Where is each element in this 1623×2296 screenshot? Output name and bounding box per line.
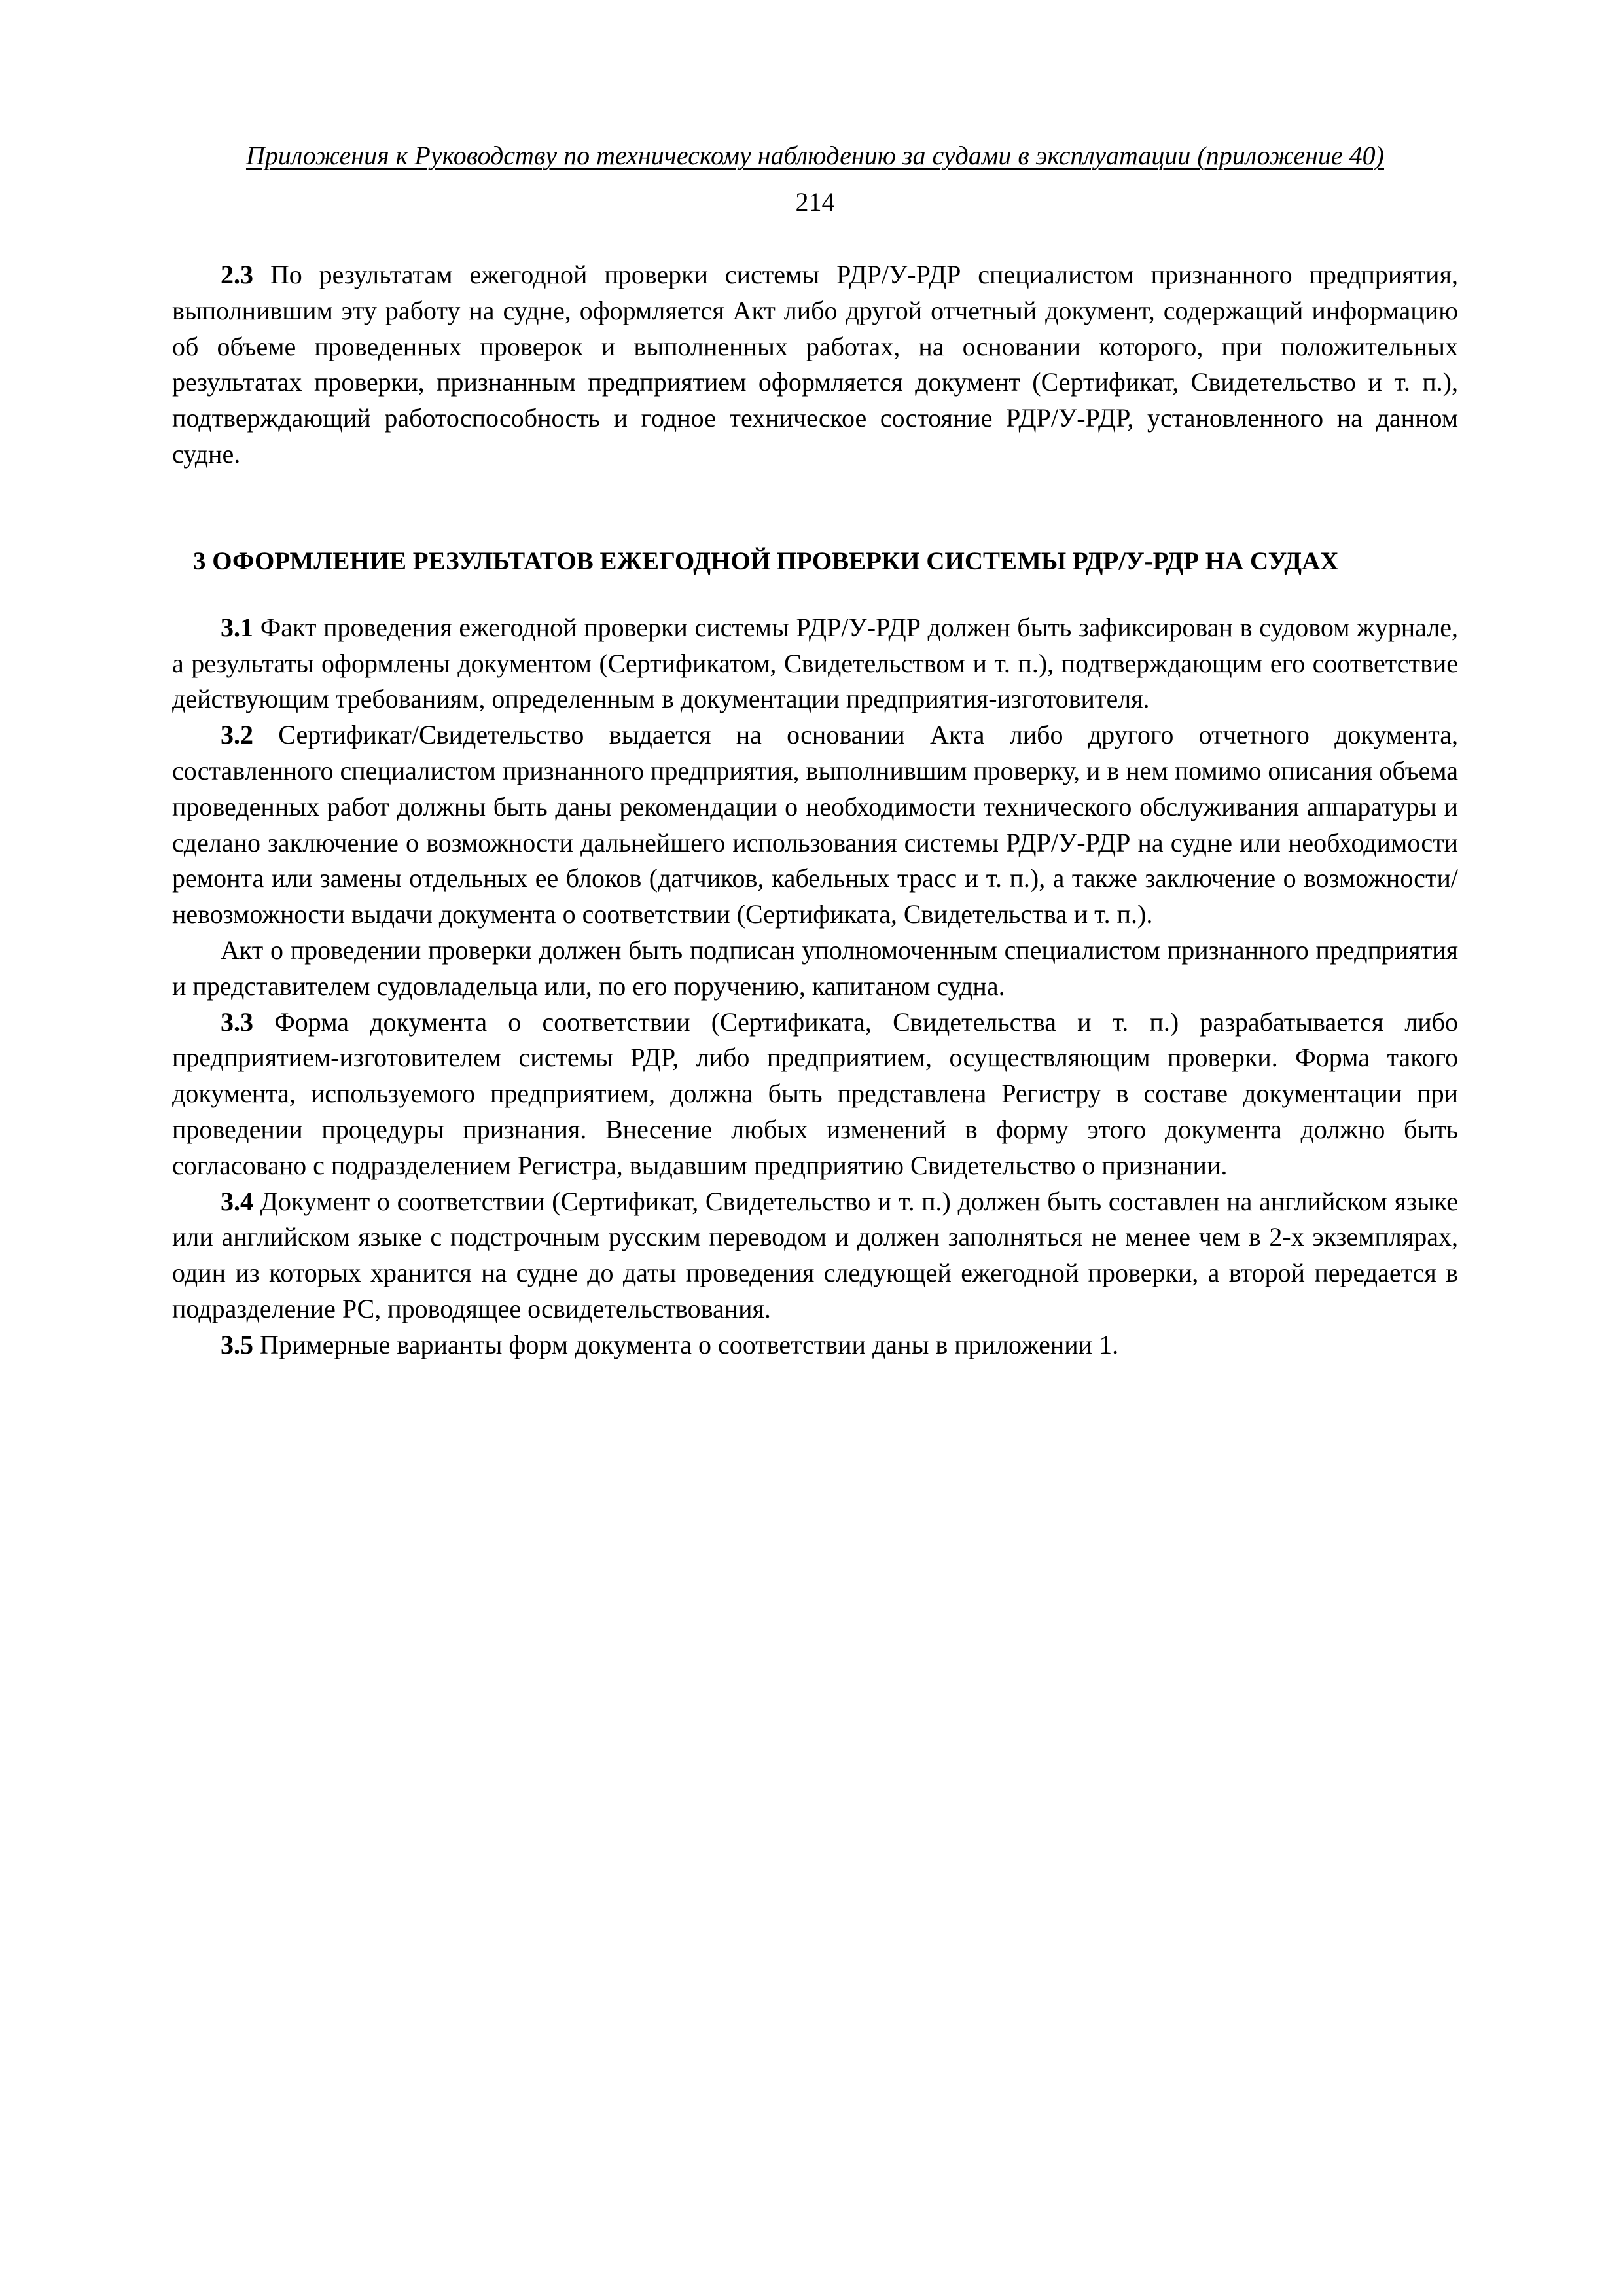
paragraph-text: Акт о проведении проверки должен быть подписан уполномоченным специалистом признанного предприятия и представителем судовладельца или, по его поручению, капитаном судна. [172, 935, 1458, 1001]
paragraph-number: 2.3 [221, 260, 253, 289]
running-header: Приложения к Руководству по техническому наблюдению за судами в эксплуатации (приложение 40) [245, 141, 1384, 170]
paragraph-3-3 [172, 1005, 1458, 1184]
paragraph-number: 3.5 [221, 1329, 253, 1359]
paragraph-3-2 [172, 717, 1458, 933]
paragraph-text: Сертификат/Свидетельство выдается на основании Акта либо другого отчетного документа, составленного специалистом признанного предприятия, выполнившим проверку, и в нем помимо описания объема проведенных работ должны быть даны рекомендации о необходимости технического обслуживания аппаратуры и сделано заключение о возможности дальнейшего использования системы РДР/У-РДР на судне или необходимости ремонта или замены отдельных ее блоков (датчиков, кабельных трасс и т. п.), а также заключение о возможности/невозможности выдачи документа о соответствии (Сертификата, Свидетельства и т. п.). [172, 720, 1458, 929]
paragraph-act-signing [172, 933, 1458, 1005]
paragraph-2-3 [172, 257, 1458, 473]
paragraph-number: 3.2 [221, 720, 253, 750]
paragraph-text: По результатам ежегодной проверки системы РДР/У-РДР специалистом признанного предприятия, выполнившим эту работу на судне, оформляется Акт либо другой отчетный документ, содержащий информацию об объеме проведенных проверок и выполненных работах, на основании которого, при положительных результатах проверки, признанным предприятием оформляется документ (Сертификат, Свидетельство и т. п.), подтверждающий работоспособность и годное техническое состояние РДР/У-РДР, установленного на данном судне. [172, 260, 1458, 469]
paragraph-number: 3.3 [221, 1007, 253, 1037]
paragraph-3-4 [172, 1184, 1458, 1327]
document-body [172, 257, 1458, 1363]
paragraph-text: Факт проведения ежегодной проверки системы РДР/У-РДР должен быть зафиксирован в судовом журнале, а результаты оформлены документом (Сертификатом, Свидетельством и т. п.), подтверждающим его соответствие действующим требованиям, определенным в документации предприятия-изготовителя. [172, 612, 1458, 714]
paragraph-text: Форма документа о соответствии (Сертификата, Свидетельства и т. п.) разрабатывается либо предприятием-изготовителем системы РДР, либо предприятием, осуществляющим проверки. Форма такого документа, используемого предприятием, должна быть представлена Регистру в составе документации при проведении процедуры признания. Внесение любых изменений в форму этого документа должно быть согласовано с подразделением Регистра, выдавшим предприятию Свидетельство о признании. [172, 1007, 1458, 1180]
paragraph-text: Документ о соответствии (Сертификат, Свидетельство и т. п.) должен быть составлен на английском языке или английском языке с подстрочным русским переводом и должен заполняться не менее чем в 2-х экземплярах, один из которых хранится на судне до даты проведения следующей ежегодной проверки, а второй передается в подразделение РС, проводящее освидетельствования. [172, 1186, 1458, 1323]
paragraph-3-5 [172, 1327, 1458, 1363]
paragraph-text: Примерные варианты форм документа о соответствии даны в приложении 1. [253, 1329, 1119, 1359]
page-number: 214 [795, 187, 835, 217]
paragraph-number: 3.1 [221, 612, 253, 642]
paragraph-3-1 [172, 610, 1458, 717]
paragraph-number: 3.4 [221, 1186, 253, 1216]
section-heading-3: 3 ОФОРМЛЕНИЕ РЕЗУЛЬТАТОВ ЕЖЕГОДНОЙ ПРОВЕРКИ СИСТЕМЫ РДР/У-РДР НА СУДАХ [193, 547, 1339, 575]
